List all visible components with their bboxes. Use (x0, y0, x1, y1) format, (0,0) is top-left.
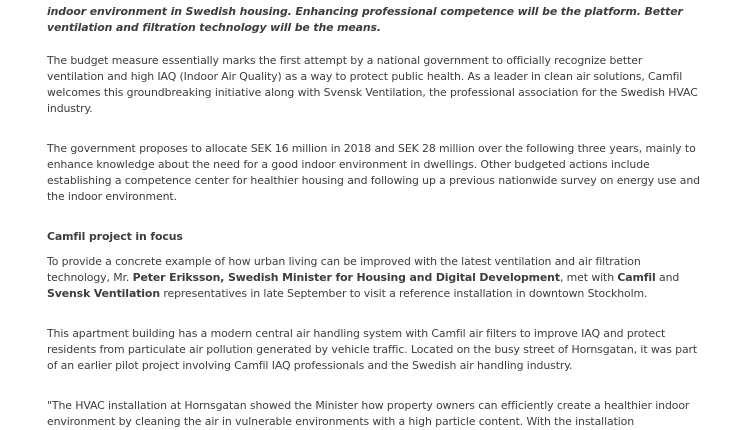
text-segment: and (655, 271, 680, 284)
text-segment: To provide a concrete example of how urban living can be improved with the latest ventilation and air filtration technology, Mr. (47, 255, 641, 284)
text-segment: , met with (559, 271, 618, 284)
section-heading-camfil-project: Camfil project in focus (47, 230, 183, 243)
bold-minister-name: Peter Eriksson, Swedish Minister for Housing and Digital Development (132, 271, 560, 284)
paragraph-quote: "The HVAC installation at Hornsgatan showed the Minister how property owners can efficiently create a healthier indoor environment by cleaning the air in vulnerable environments with a high particle content. With the installation (47, 399, 690, 428)
bold-camfil: Camfil (617, 271, 656, 284)
paragraph-government-allocation: The government proposes to allocate SEK 16 million in 2018 and SEK 28 million over the following three years, mainly to enhance knowledge about the need for a good indoor environment in dwellings. Other budgeted actions include establishing a competence center for healthier housing and following up a previous nationwide survey on energy use and the indoor environment. (47, 142, 700, 203)
lead-paragraph: indoor environment in Swedish housing. Enhancing professional competence will be the platform. Better ventilation and filtration technology will be the means. (47, 5, 683, 34)
paragraph-apartment-building: This apartment building has a modern central air handling system with Camfil air filters to improve IAQ and protect residents from particulate air pollution generated by vehicle traffic. Located on the busy street of Hornsgatan, it was part of an earlier pilot project involving Camfil IAQ professionals and the Swedish air handling industry. (47, 327, 698, 372)
paragraph-minister-visit (47, 254, 700, 302)
bold-svensk-ventilation: Svensk Ventilation (47, 287, 160, 300)
text-segment: representatives in late September to visit a reference installation in downtown Stockholm. (159, 287, 648, 300)
paragraph-budget-measure: The budget measure essentially marks the first attempt by a national government to officially recognize better ventilation and high IAQ (Indoor Air Quality) as a way to protect public health. As a leader in clean air solutions, Camfil welcomes this groundbreaking initiative along with Svensk Ventilation, the professional association for the Swedish HVAC industry. (47, 54, 698, 115)
